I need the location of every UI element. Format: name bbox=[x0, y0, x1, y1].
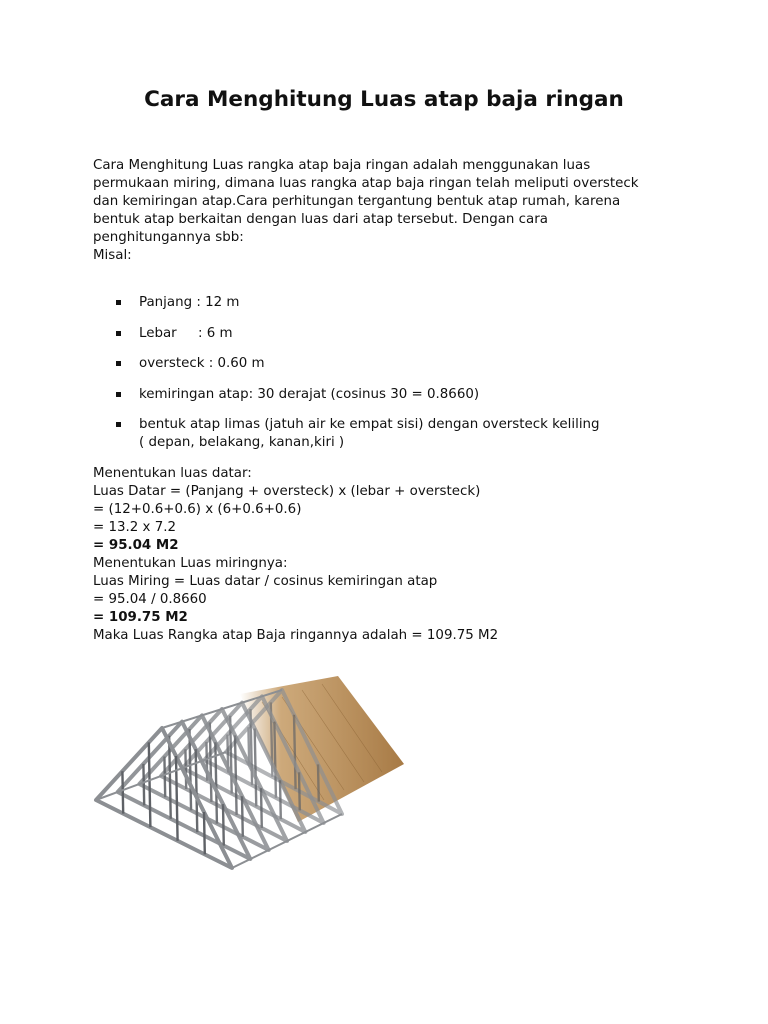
intro-line-misal: Misal: bbox=[93, 248, 132, 263]
square-bullet-icon bbox=[116, 300, 121, 305]
luas-datar-heading: Menentukan luas datar: bbox=[93, 466, 252, 481]
luas-datar-formula: Luas Datar = (Panjang + oversteck) x (lebar + oversteck) bbox=[93, 484, 481, 499]
list-item-text: Panjang : 12 m bbox=[139, 295, 240, 310]
list-item-bentuk-atap bbox=[93, 416, 693, 452]
page-title: Cara Menghitung Luas atap baja ringan bbox=[144, 87, 624, 112]
list-item-kemiringan bbox=[93, 386, 693, 404]
conclusion-line: Maka Luas Rangka atap Baja ringannya adalah = 109.75 M2 bbox=[93, 628, 499, 643]
luas-miring-heading: Menentukan Luas miringnya: bbox=[93, 556, 288, 571]
calculation-section bbox=[93, 465, 713, 645]
luas-datar-step: = (12+0.6+0.6) x (6+0.6+0.6) bbox=[93, 502, 302, 517]
parameter-list bbox=[93, 294, 693, 465]
list-item-lebar bbox=[93, 325, 693, 343]
intro-line: bentuk atap berkaitan dengan luas dari atap tersebut. Dengan cara bbox=[93, 212, 548, 227]
list-item-panjang bbox=[93, 294, 693, 312]
luas-miring-formula: Luas Miring = Luas datar / cosinus kemiringan atap bbox=[93, 574, 438, 589]
square-bullet-icon bbox=[116, 361, 121, 366]
square-bullet-icon bbox=[116, 422, 121, 427]
square-bullet-icon bbox=[116, 331, 121, 336]
luas-datar-step: = 13.2 x 7.2 bbox=[93, 520, 177, 535]
roof-truss-illustration bbox=[92, 672, 406, 876]
luas-miring-result: = 109.75 M2 bbox=[93, 610, 188, 625]
luas-datar-result: = 95.04 M2 bbox=[93, 538, 179, 553]
list-item-text: Lebar : 6 m bbox=[139, 325, 233, 341]
list-item-text: oversteck : 0.60 m bbox=[139, 356, 265, 371]
list-item-text: bentuk atap limas (jatuh air ke empat sisi) dengan oversteck keliling bbox=[139, 417, 600, 432]
intro-line: penghitungannya sbb: bbox=[93, 230, 244, 245]
square-bullet-icon bbox=[116, 392, 121, 397]
list-item-text: kemiringan atap: 30 derajat (cosinus 30 = 0.8660) bbox=[139, 386, 480, 402]
intro-paragraph bbox=[93, 157, 693, 265]
list-item-text-continued: ( depan, belakang, kanan,kiri ) bbox=[139, 435, 345, 450]
intro-line: Cara Menghitung Luas rangka atap baja ringan adalah menggunakan luas bbox=[93, 158, 591, 173]
intro-line: permukaan miring, dimana luas rangka atap baja ringan telah meliputi oversteck bbox=[93, 176, 639, 191]
intro-line: dan kemiringan atap.Cara perhitungan tergantung bentuk atap rumah, karena bbox=[93, 194, 621, 209]
list-item-oversteck bbox=[93, 355, 693, 373]
luas-miring-step: = 95.04 / 0.8660 bbox=[93, 592, 207, 607]
